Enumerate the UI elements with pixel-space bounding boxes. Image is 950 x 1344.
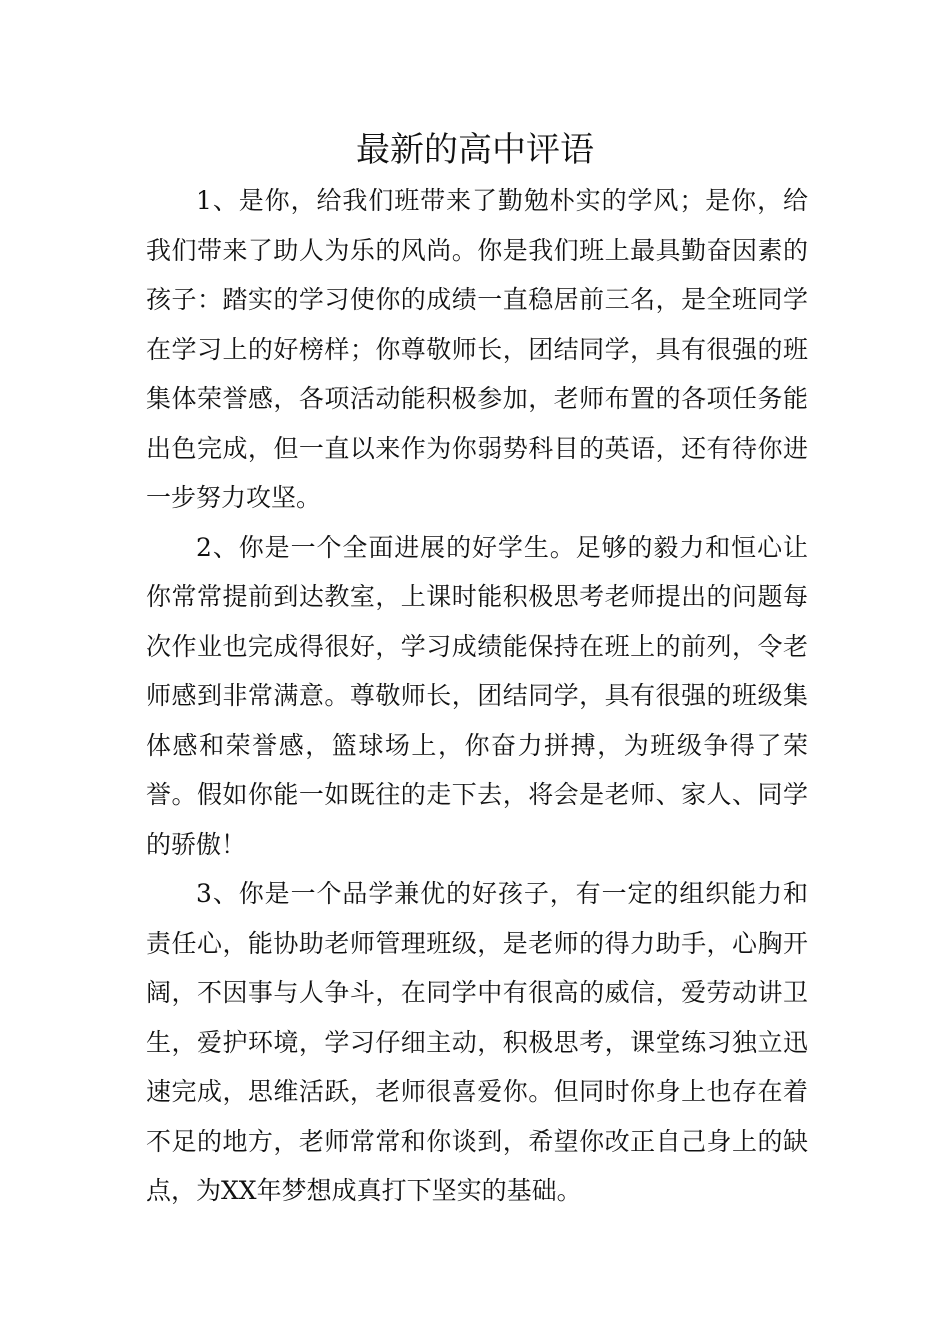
paragraph-1: 1、是你，给我们班带来了勤勉朴实的学风；是你，给我们带来了助人为乐的风尚。你是我们班上最具勤奋因素的孩子：踏实的学习使你的成绩一直稳居前三名，是全班同学在学习上的好榜样；你尊敬师长，团结同学，具有很强的班集体荣誉感，各项活动能积极参加，老师布置的各项任务能出色完成，但一直以来作为你弱势科目的英语，还有待你进一步努力攻坚。 — [146, 186, 808, 512]
paragraph-2: 2、你是一个全面进展的好学生。足够的毅力和恒心让你常常提前到达教室，上课时能积极思考老师提出的问题每次作业也完成得很好，学习成绩能保持在班上的前列，令老师感到非常满意。尊敬师长，团结同学，具有很强的班级集体感和荣誉感，篮球场上，你奋力拼搏，为班级争得了荣誉。假如你能一如既往的走下去，将会是老师、家人、同学的骄傲！ — [146, 532, 808, 859]
document-title: 最新的高中评语 — [356, 130, 594, 170]
paragraph-3: 3、你是一个品学兼优的好孩子，有一定的组织能力和责任心，能协助老师管理班级，是老师的得力助手，心胸开阔，不因事与人争斗，在同学中有很高的威信，爱劳动讲卫生，爱护环境，学习仔细主动，积极思考，课堂练习独立迅速完成，思维活跃，老师很喜爱你。但同时你身上也存在着不足的地方，老师常常和你谈到，希望你改正自己身上的缺点，为XX年梦想成真打下坚实的基础。 — [146, 879, 808, 1205]
document-body — [146, 176, 808, 1216]
